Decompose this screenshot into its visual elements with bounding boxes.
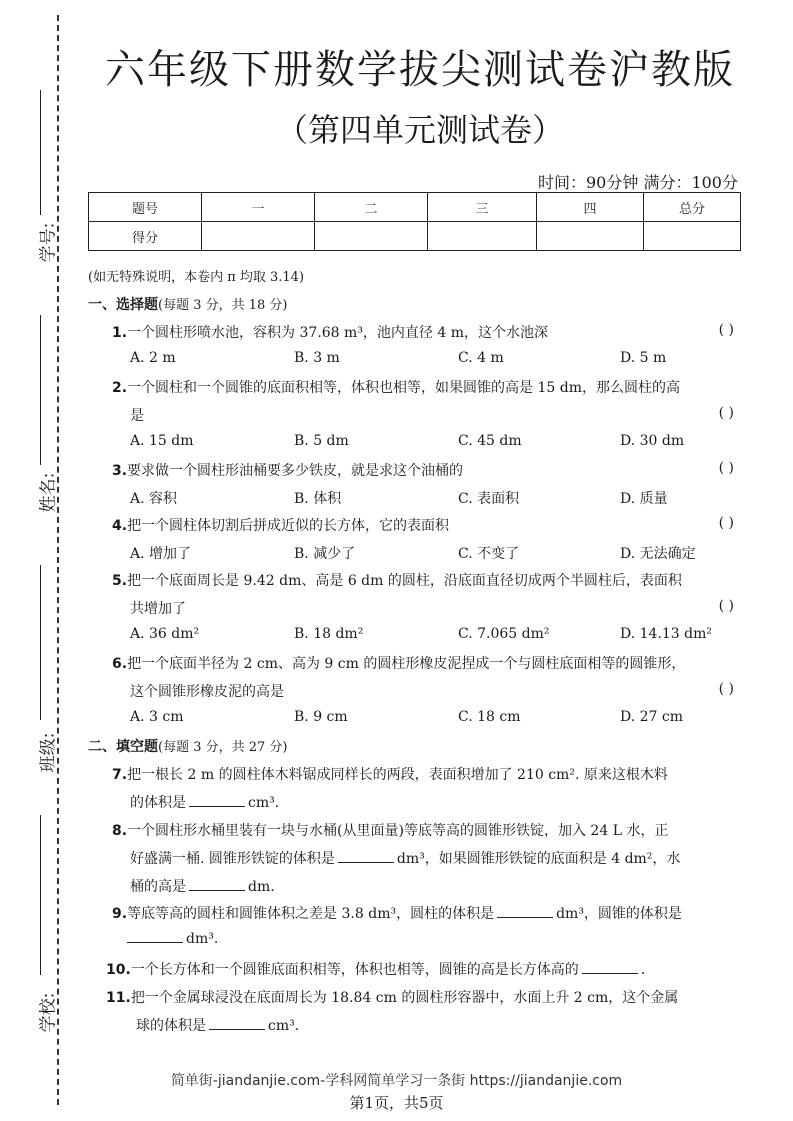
question-text-cont: 好盛满一桶. 圆锥形铁锭的体积是 xyxy=(130,851,335,867)
question-3 xyxy=(112,460,742,480)
answer-blank[interactable] xyxy=(127,942,183,943)
option-a[interactable]: A. 15 dm xyxy=(130,433,194,449)
question-number: 8. xyxy=(112,823,128,839)
answer-paren[interactable]: ( ) xyxy=(718,598,734,614)
row-label: 得分 xyxy=(89,222,202,251)
question-text-cont: 的体积是 xyxy=(130,795,186,811)
header-cell: 二 xyxy=(315,193,428,222)
page-subtitle: （第四单元测试卷） xyxy=(275,111,564,149)
class-label: 班级: xyxy=(38,732,59,773)
cut-line xyxy=(57,15,59,1105)
question-text: 一个圆柱形喷水池，容积为 37.68 m³，池内直径 4 m，这个水池深 xyxy=(127,325,549,341)
question-text-cont: dm³，如果圆锥形铁锭的底面积是 4 dm²，水 xyxy=(396,851,681,867)
question-text: 把一根长 2 m 的圆柱体木料锯成同样长的两段，表面积增加了 210 cm². 原来这根木料 xyxy=(127,767,668,783)
question-text-cont: 球的体积是 xyxy=(136,1018,206,1034)
question-9-cont xyxy=(112,931,742,947)
header-cell: 三 xyxy=(428,193,537,222)
time-info: 时间：90分钟 满分：100分 xyxy=(538,173,738,192)
school-label: 学校: xyxy=(38,992,59,1033)
option-c[interactable]: C. 表面积 xyxy=(458,491,520,507)
question-6 xyxy=(112,653,742,673)
pi-note: (如无特殊说明，本卷内 π 均取 3.14) xyxy=(88,270,305,285)
score-cell[interactable] xyxy=(537,222,644,251)
answer-blank[interactable] xyxy=(189,806,245,807)
question-text-cont: cm³. xyxy=(268,1018,300,1034)
class-field[interactable] xyxy=(18,565,59,785)
answer-blank[interactable] xyxy=(189,890,245,891)
question-text: 把一个底面周长是 9.42 dm、高是 6 dm 的圆柱，沿底面直径切成两个半圆柱后，表面积 xyxy=(127,573,682,589)
option-c[interactable]: C. 45 dm xyxy=(458,433,522,449)
section-heading-choice xyxy=(88,294,288,314)
question-5 xyxy=(112,570,742,590)
question-8 xyxy=(112,820,742,840)
student-id-field[interactable] xyxy=(18,80,59,280)
option-d[interactable]: D. 无法确定 xyxy=(620,546,696,562)
header-cell: 总分 xyxy=(644,193,741,222)
question-text: 等底等高的圆柱和圆锥体积之差是 3.8 dm³，圆柱的体积是 xyxy=(127,906,495,922)
question-8-cont xyxy=(112,848,742,868)
page-number: 第1页，共5页 xyxy=(349,1094,444,1112)
section-points: (每题 3 分，共 27 分) xyxy=(158,740,288,755)
answer-blank[interactable] xyxy=(582,973,638,974)
question-text-cont: 共增加了 xyxy=(130,601,186,617)
option-b[interactable]: B. 减少了 xyxy=(294,546,356,562)
question-number: 6. xyxy=(112,656,128,672)
answer-paren[interactable]: ( ) xyxy=(718,322,734,338)
name-underline xyxy=(40,315,41,465)
section-points: (每题 3 分，共 18 分) xyxy=(158,298,288,313)
score-table xyxy=(88,192,741,251)
student-id-underline xyxy=(40,90,41,215)
question-number: 7. xyxy=(112,767,128,783)
header-cell: 题号 xyxy=(89,193,202,222)
question-7-cont xyxy=(112,792,742,812)
question-10 xyxy=(106,959,736,979)
question-number: 2. xyxy=(112,380,128,396)
answer-paren[interactable]: ( ) xyxy=(718,681,734,697)
binding-margin xyxy=(0,0,90,1121)
answer-paren[interactable]: ( ) xyxy=(718,515,734,531)
question-text: 一个长方体和一个圆锥底面积相等，体积也相等，圆锥的高是长方体高的 xyxy=(130,962,579,978)
option-b[interactable]: B. 9 cm xyxy=(294,709,348,725)
question-number: 10. xyxy=(106,962,131,978)
option-c[interactable]: C. 18 cm xyxy=(458,709,521,725)
option-c[interactable]: C. 7.065 dm² xyxy=(458,626,550,642)
question-text: 把一个底面半径为 2 cm、高为 9 cm 的圆柱形橡皮泥捏成一个与圆柱底面相等的圆锥形， xyxy=(127,656,686,672)
question-text: 一个圆柱和一个圆锥的底面积相等，体积也相等，如果圆锥的高是 15 dm，那么圆柱的高 xyxy=(127,380,681,396)
school-underline xyxy=(40,815,41,975)
student-id-label: 学号: xyxy=(38,222,59,263)
school-field[interactable] xyxy=(18,815,59,1035)
name-label: 姓名: xyxy=(38,472,59,513)
question-number: 11. xyxy=(106,990,131,1006)
option-a[interactable]: A. 容积 xyxy=(130,491,178,507)
option-a[interactable]: A. 3 cm xyxy=(130,709,184,725)
header-cell: 四 xyxy=(537,193,644,222)
option-b[interactable]: B. 18 dm² xyxy=(294,626,364,642)
question-text: . xyxy=(640,962,646,978)
watermark: 简单街-jiandanjie.com-学科网简单学习一条街 https://jiandanjie.com xyxy=(170,1073,623,1089)
score-cell[interactable] xyxy=(644,222,741,251)
option-b[interactable]: B. 3 m xyxy=(294,350,340,366)
question-number: 1. xyxy=(112,325,128,341)
section-title: 二、填空题 xyxy=(88,739,158,755)
option-b[interactable]: B. 5 dm xyxy=(294,433,349,449)
question-text: dm³，圆锥的体积是 xyxy=(556,906,682,922)
answer-blank[interactable] xyxy=(338,862,394,863)
score-cell[interactable] xyxy=(428,222,537,251)
answer-paren[interactable]: ( ) xyxy=(718,405,734,421)
option-a[interactable]: A. 2 m xyxy=(130,350,176,366)
question-number: 9. xyxy=(112,906,128,922)
question-4 xyxy=(112,515,742,535)
question-5-cont xyxy=(112,598,742,618)
score-table-score-row xyxy=(89,222,741,251)
question-6-cont xyxy=(112,681,742,701)
option-a[interactable]: A. 36 dm² xyxy=(130,626,200,642)
question-number: 4. xyxy=(112,518,128,534)
score-table-header-row xyxy=(89,193,741,222)
option-d[interactable]: D. 5 m xyxy=(620,350,667,366)
question-11 xyxy=(106,987,736,1007)
name-field[interactable] xyxy=(18,310,59,513)
answer-blank[interactable] xyxy=(497,917,553,918)
option-d[interactable]: D. 30 dm xyxy=(620,433,685,449)
question-number: 5. xyxy=(112,573,128,589)
question-text-cont: dm³. xyxy=(186,931,219,947)
question-text-cont: 桶的高是 xyxy=(130,879,186,895)
question-text: 把一个金属球浸没在底面周长为 18.84 cm 的圆柱形容器中，水面上升 2 cm，这个金属 xyxy=(130,990,679,1006)
question-9 xyxy=(112,903,742,923)
question-2 xyxy=(112,377,742,397)
question-11-cont xyxy=(112,1015,742,1035)
section-heading-fill xyxy=(88,736,288,756)
answer-blank[interactable] xyxy=(209,1029,265,1030)
question-7 xyxy=(112,764,742,784)
option-b[interactable]: B. 体积 xyxy=(294,491,342,507)
option-d[interactable]: D. 14.13 dm² xyxy=(620,626,713,642)
question-8-cont2 xyxy=(112,876,742,896)
option-d[interactable]: D. 27 cm xyxy=(620,709,684,725)
question-text: 要求做一个圆柱形油桶要多少铁皮，就是求这个油桶的 xyxy=(127,463,464,479)
option-d[interactable]: D. 质量 xyxy=(620,491,668,507)
question-text-cont: 是 xyxy=(130,408,144,424)
answer-paren[interactable]: ( ) xyxy=(718,460,734,476)
score-cell[interactable] xyxy=(315,222,428,251)
score-cell[interactable] xyxy=(202,222,315,251)
question-1 xyxy=(112,322,742,342)
option-a[interactable]: A. 增加了 xyxy=(130,546,192,562)
question-text: 把一个圆柱体切割后拼成近似的长方体，它的表面积 xyxy=(127,518,450,534)
question-number: 3. xyxy=(112,463,128,479)
question-2-cont xyxy=(112,405,742,425)
option-c[interactable]: C. 4 m xyxy=(458,350,504,366)
header-cell: 一 xyxy=(202,193,315,222)
option-c[interactable]: C. 不变了 xyxy=(458,546,520,562)
page-title: 六年级下册数学拔尖测试卷沪教版 xyxy=(105,47,735,93)
section-title: 一、选择题 xyxy=(88,297,158,313)
question-text-cont: dm. xyxy=(248,879,275,895)
question-text-cont: 这个圆锥形橡皮泥的高是 xyxy=(130,684,284,700)
question-text: 一个圆柱形水桶里装有一块与水桶(从里面量)等底等高的圆锥形铁锭，加入 24 L 水，正 xyxy=(127,823,669,839)
class-underline xyxy=(40,565,41,720)
question-text-cont: cm³. xyxy=(248,795,280,811)
